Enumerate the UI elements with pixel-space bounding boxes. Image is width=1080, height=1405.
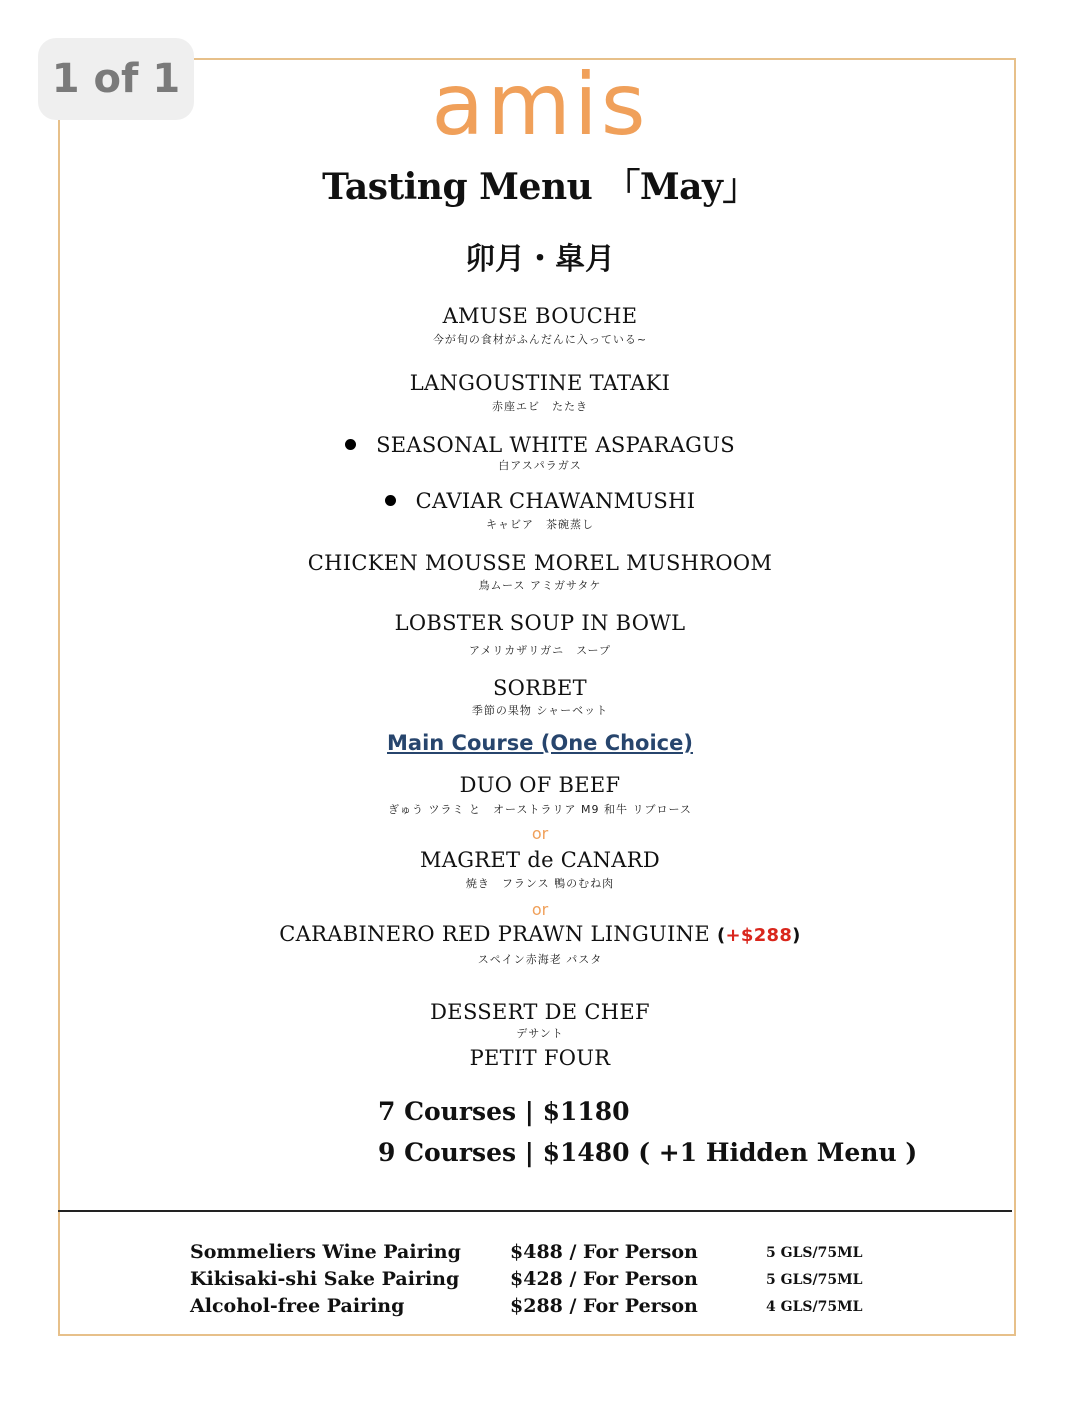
pairing-alcohol-free-name: Alcohol-free Pairing — [190, 1295, 405, 1317]
course-amuse-bouche: AMUSE BOUCHE — [442, 304, 638, 328]
price-7-courses: 7 Courses | $1180 — [378, 1097, 630, 1126]
pairing-alcohol-free-price: $288 / For Person — [510, 1295, 698, 1317]
pairing-sake-glasses: 5 GLS/75ML — [766, 1272, 863, 1288]
course-petit-four: PETIT FOUR — [469, 1046, 611, 1070]
course-caviar-chawanmushi-jp: キャビア 茶碗蒸し — [486, 518, 594, 531]
main-red-prawn-linguine — [0, 924, 1080, 945]
course-sorbet: SORBET — [493, 676, 587, 700]
pairing-sake-name: Kikisaki-shi Sake Pairing — [190, 1268, 460, 1290]
pairing-alcohol-free-glasses: 4 GLS/75ML — [766, 1299, 863, 1315]
menu-subtitle-jp: 卯月・皐月 — [465, 242, 615, 277]
course-chicken-mousse: CHICKEN MOUSSE MOREL MUSHROOM — [307, 551, 773, 575]
surcharge-open-paren: ( — [716, 925, 726, 946]
main-course-header: Main Course (One Choice) — [387, 731, 693, 755]
course-langoustine-tataki: LANGOUSTINE TATAKI — [409, 371, 671, 395]
course-dessert-jp: デサント — [516, 1027, 564, 1040]
course-chicken-mousse-jp: 鳥ムース アミガサタケ — [478, 579, 602, 592]
pairing-wine-name: Sommeliers Wine Pairing — [190, 1241, 461, 1263]
pairing-wine-glasses: 5 GLS/75ML — [766, 1245, 863, 1261]
course-white-asparagus — [0, 435, 1080, 456]
surcharge-close-paren: ) — [792, 925, 801, 946]
pairing-sake-price: $428 / For Person — [510, 1268, 698, 1290]
section-divider — [58, 1210, 1012, 1212]
main-duo-of-beef-jp: ぎゅう ツラミ と オーストラリア M9 和牛 リブロース — [388, 803, 692, 816]
main-magret-de-canard-jp: 焼き フランス 鴨のむね肉 — [465, 877, 615, 890]
main-red-prawn-linguine-jp: スペイン赤海老 パスタ — [477, 953, 603, 966]
course-white-asparagus-label: SEASONAL WHITE ASPARAGUS — [376, 433, 735, 457]
surcharge-badge: +$288 — [725, 925, 793, 946]
amis-logo: amis — [431, 55, 649, 155]
main-red-prawn-linguine-label: CARABINERO RED PRAWN LINGUINE — [279, 922, 710, 946]
price-9-courses: 9 Courses | $1480 ( +1 Hidden Menu ) — [378, 1138, 918, 1167]
course-dessert: DESSERT DE CHEF — [430, 1000, 650, 1024]
course-sorbet-jp: 季節の果物 シャーベット — [471, 704, 609, 717]
bullet-icon — [345, 439, 356, 450]
course-lobster-soup-jp: アメリカザリガニ スープ — [468, 644, 612, 657]
course-caviar-chawanmushi-label: CAVIAR CHAWANMUSHI — [415, 489, 696, 513]
course-langoustine-tataki-jp: 赤座エビ たたき — [492, 400, 588, 413]
menu-title: Tasting Menu 「May」 — [322, 166, 758, 208]
course-lobster-soup: LOBSTER SOUP IN BOWL — [394, 611, 686, 635]
or-separator: or — [531, 900, 549, 919]
main-magret-de-canard: MAGRET de CANARD — [419, 848, 661, 872]
or-separator: or — [531, 824, 549, 843]
course-caviar-chawanmushi — [0, 491, 1080, 512]
bullet-icon — [385, 495, 396, 506]
page-indicator: 1 of 1 — [38, 38, 194, 120]
course-white-asparagus-jp: 白アスパラガス — [498, 459, 582, 472]
pairing-wine-price: $488 / For Person — [510, 1241, 698, 1263]
course-amuse-bouche-jp: 今が旬の食材がふんだんに入っている~ — [432, 333, 648, 346]
main-duo-of-beef: DUO OF BEEF — [459, 773, 621, 797]
